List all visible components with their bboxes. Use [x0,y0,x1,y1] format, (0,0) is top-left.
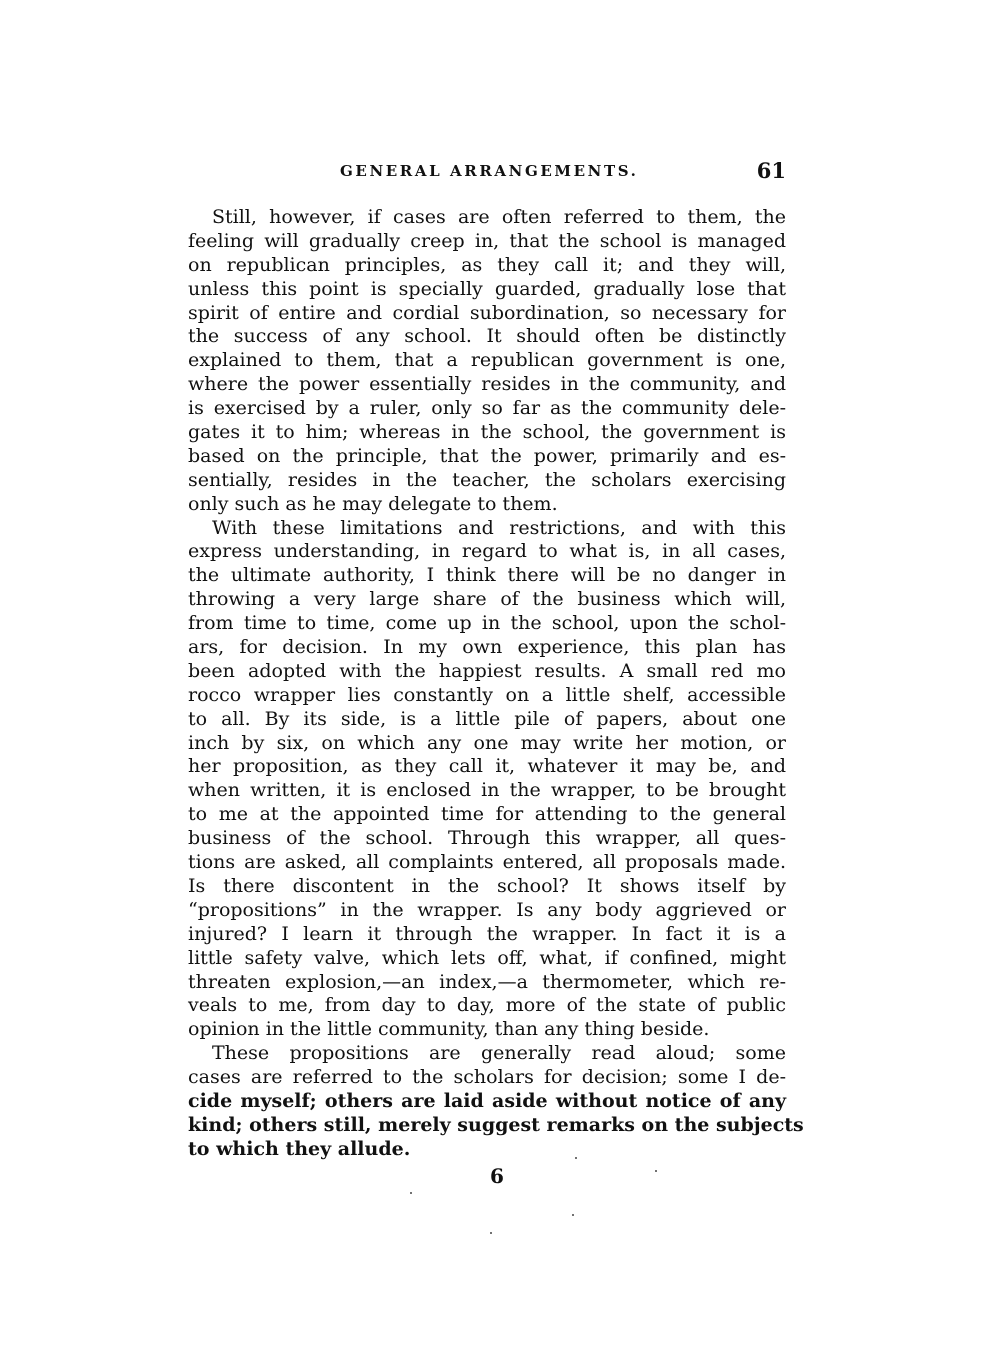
text-line: sentially, resides in the teacher, the scholars exercising [188,468,786,491]
text-line: injured? I learn it through the wrapper. In fact it is a [188,922,786,945]
text-line: based on the principle, that the power, primarily and es- [188,444,786,467]
text-line: kind; others still, merely suggest remarks on the subjects [188,1113,804,1136]
text-line: explained to them, that a republican government is one, [188,349,786,372]
page-number: 61 [756,158,786,183]
text-line: veals to me, from day to day, more of the state of public [188,994,786,1017]
text-line: when written, it is enclosed in the wrapper, to be brought [188,779,786,802]
text-line: is exercised by a ruler, only so far as the community dele- [188,397,786,420]
text-line: business of the school. Through this wrapper, all ques- [188,827,786,850]
text-line: to which they allude. [188,1137,411,1160]
text-line: “propositions” in the wrapper. Is any body aggrieved or [188,898,786,921]
text-line: been adopted with the happiest results. A small red mo [188,659,786,682]
text-line: to all. By its side, is a little pile of papers, about one [188,707,786,730]
text-line: Is there discontent in the school? It shows itself by [188,874,786,897]
page-header [188,158,796,188]
print-speck [572,1214,574,1216]
text-line: the success of any school. It should often be distinctly [188,325,786,348]
text-line: on republican principles, as they call it; and they will, [188,253,786,276]
text-line: little safety valve, which lets off, what, if confined, might [188,946,786,969]
text-line: where the power essentially resides in the community, and [188,373,786,396]
text-line: Still, however, if cases are often referred to them, the [212,206,786,228]
text-line: the ultimate authority, I think there will be no danger in [188,564,786,587]
signature-mark: 6 [490,1164,504,1188]
text-line: her proposition, as they call it, whatever it may be, and [188,755,786,778]
text-line: cide myself; others are laid aside without notice of any [188,1089,786,1112]
print-speck [490,1232,492,1234]
text-line: With these limitations and restrictions, and with this [212,516,786,539]
running-head: GENERAL ARRANGEMENTS. [340,162,639,180]
text-line: throwing a very large share of the business which will, [188,588,786,611]
text-line: inch by six, on which any one may write her motion, or [188,731,786,754]
print-speck [575,1157,577,1159]
text-line: feeling will gradually creep in, that the school is managed [188,229,786,252]
print-speck [410,1192,412,1194]
text-line: gates it to him; whereas in the school, the government is [188,421,786,444]
print-speck [655,1170,657,1172]
text-line: only such as he may delegate to them. [188,492,558,515]
text-line: unless this point is specially guarded, gradually lose that [188,277,786,300]
text-line: threaten explosion,—an index,—a thermometer, which re- [188,970,786,993]
text-line: cases are referred to the scholars for decision; some I de- [188,1066,786,1089]
text-line: These propositions are generally read aloud; some [212,1042,786,1065]
text-line: express understanding, in regard to what is, in all cases, [188,540,786,563]
body-text [188,206,804,1162]
text-line: opinion in the little community, than any thing beside. [188,1018,710,1041]
text-line: to me at the appointed time for attending to the general [188,803,786,826]
text-line: tions are asked, all complaints entered, all proposals made. [188,851,786,874]
text-line: from time to time, come up in the school, upon the schol- [188,612,786,635]
text-line: spirit of entire and cordial subordination, so necessary for [188,301,786,324]
text-line: ars, for decision. In my own experience, this plan has [188,636,786,659]
text-line: rocco wrapper lies constantly on a little shelf, accessible [188,683,786,706]
